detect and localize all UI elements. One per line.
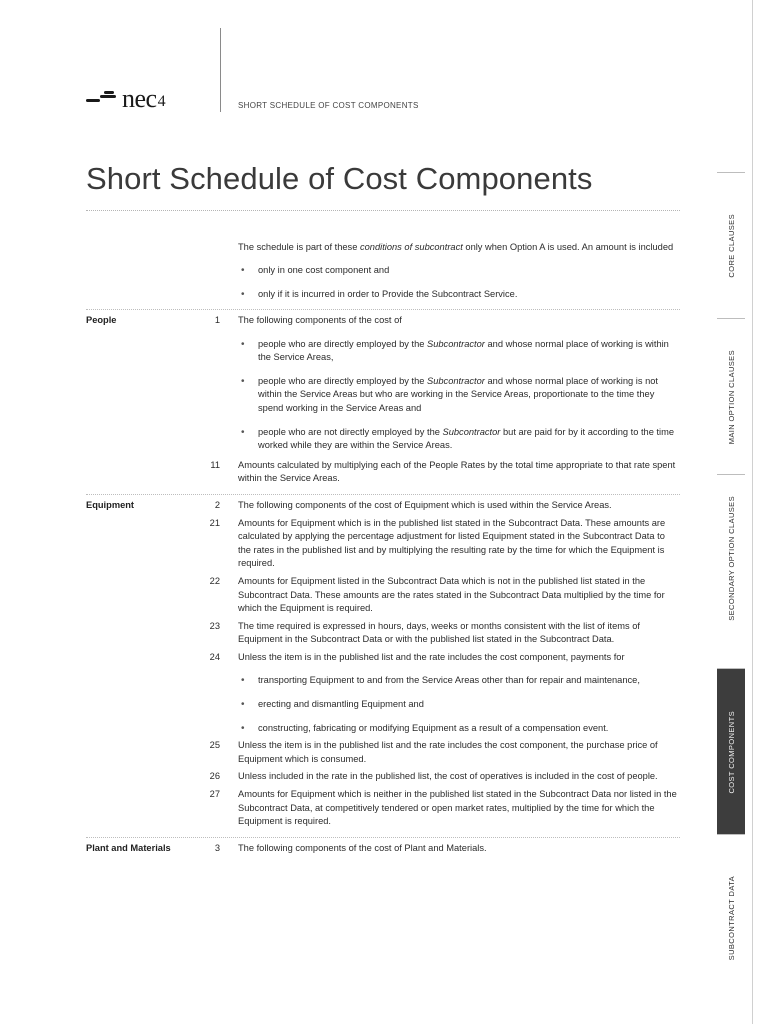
clause-number: 27 bbox=[209, 789, 220, 800]
intro-italic: conditions of subcontract bbox=[359, 242, 463, 252]
bullet-text: people who are not directly employed by the bbox=[258, 426, 443, 437]
page-edge bbox=[752, 0, 753, 1024]
clause-number: 24 bbox=[209, 651, 220, 662]
clause-number: 11 bbox=[210, 459, 220, 470]
list-item bbox=[238, 264, 680, 278]
clause-number: 2 bbox=[214, 499, 220, 510]
clause-text: Unless the item is in the published list and the rate includes the cost component, payments for bbox=[238, 651, 625, 662]
clause-26 bbox=[86, 770, 680, 784]
intro-paragraph bbox=[238, 240, 680, 254]
clause-text: Amounts calculated by multiplying each of the People Rates by the total time appropriate to that rate spent within the Service Areas. bbox=[238, 459, 676, 484]
tab-main-option-clauses[interactable] bbox=[717, 318, 745, 475]
bullet-icon: • bbox=[241, 722, 245, 734]
tab-label: MAIN OPTION CLAUSES bbox=[726, 349, 736, 445]
clause-27 bbox=[86, 788, 680, 829]
schedule-body bbox=[86, 240, 680, 855]
tab-secondary-option-clauses[interactable] bbox=[717, 474, 745, 641]
list-item bbox=[86, 338, 678, 365]
list-item bbox=[86, 698, 678, 712]
clause-number: 23 bbox=[209, 620, 220, 631]
clause-number: 3 bbox=[214, 842, 220, 853]
bullet-icon: • bbox=[241, 265, 245, 276]
clause-23 bbox=[86, 620, 680, 647]
section-plant-and-materials bbox=[86, 837, 680, 856]
intro-text: only when Option A is used. An amount is included bbox=[462, 242, 674, 252]
bullet-icon: • bbox=[241, 338, 245, 350]
bullet-text: people who are directly employed by the bbox=[258, 338, 427, 349]
bullet-icon: • bbox=[241, 675, 245, 687]
clause-text: The time required is expressed in hours, days, weeks or months consistent with the list of items of Equipment in the Subcontract Data or with the published list stated in the Subcontract Data. bbox=[238, 620, 641, 645]
list-item bbox=[86, 375, 678, 416]
bullet-text: constructing, fabricating or modifying Equipment as a result of a compensation event. bbox=[258, 722, 609, 733]
bullet-icon: • bbox=[241, 375, 245, 387]
bullet-text: only in one cost component and bbox=[258, 265, 390, 275]
clause-24 bbox=[86, 651, 680, 665]
list-item bbox=[238, 288, 680, 302]
bullet-text: people who are directly employed by the bbox=[258, 375, 427, 386]
tab-cost-components[interactable] bbox=[717, 668, 745, 835]
bullet-text: and whose normal place of working is not within the Service Areas but who are working in the Service Areas, proportionate to the time they spend working in the Service Areas and bbox=[258, 375, 659, 413]
bullet-text: erecting and dismantling Equipment and bbox=[258, 699, 424, 710]
bullet-text: transporting Equipment to and from the Service Areas other than for repair and maintenance, bbox=[258, 675, 640, 686]
logo-swoosh-icon bbox=[86, 88, 120, 110]
tab-label: COST COMPONENTS bbox=[726, 710, 736, 794]
clause-number: 26 bbox=[209, 771, 220, 782]
title-rule bbox=[86, 210, 680, 211]
bullet-italic: Subcontractor bbox=[427, 375, 485, 386]
clause-text: Unless the item is in the published list and the rate includes the cost component, the purchase price of Equipment which is consumed. bbox=[238, 740, 658, 764]
clause-number: 25 bbox=[209, 740, 220, 751]
clause-2 bbox=[86, 499, 680, 513]
bullet-icon: • bbox=[241, 699, 245, 711]
nec4-logo bbox=[86, 84, 166, 114]
clause-text: Amounts for Equipment listed in the Subcontract Data which is not in the published list stated in the Subcontract Data. These amounts are the rates stated in the Subcontract Data multiplied by the time for which the Equipment is required. bbox=[238, 575, 665, 614]
running-head: SHORT SCHEDULE OF COST COMPONENTS bbox=[238, 101, 419, 110]
intro-bullets bbox=[238, 264, 680, 301]
tab-label: SECONDARY OPTION CLAUSES bbox=[726, 495, 736, 621]
clause-21 bbox=[86, 517, 680, 571]
clause-25 bbox=[86, 739, 680, 766]
section-heading: Plant and Materials bbox=[86, 842, 171, 853]
clause-number: 22 bbox=[209, 575, 220, 586]
bullet-italic: Subcontractor bbox=[442, 426, 501, 437]
intro-text: The schedule is part of these bbox=[238, 242, 360, 252]
intro bbox=[238, 240, 680, 301]
section-heading: Equipment bbox=[86, 499, 135, 510]
section-equipment bbox=[86, 494, 680, 829]
clause-number: 1 bbox=[214, 315, 220, 325]
bullet-italic: Subcontractor bbox=[427, 338, 485, 349]
bullet-icon: • bbox=[241, 288, 245, 300]
logo-version: 4 bbox=[157, 93, 166, 110]
bullet-text: but are paid for by it according to the time worked while they are within the Service Areas. bbox=[258, 426, 675, 451]
clause-text: Unless included in the rate in the published list, the cost of operatives is included in the cost of people. bbox=[238, 771, 658, 782]
section-people bbox=[86, 309, 680, 486]
clause-text: The following components of the cost of Plant and Materials. bbox=[238, 842, 487, 853]
tab-label: CORE CLAUSES bbox=[726, 214, 736, 278]
page-title: Short Schedule of Cost Components bbox=[86, 161, 593, 196]
bullet-text: only if it is incurred in order to Provide the Subcontract Service. bbox=[258, 288, 518, 299]
list-item bbox=[86, 674, 678, 688]
clause-1 bbox=[86, 314, 680, 328]
logo-text: nec bbox=[122, 84, 157, 113]
clause-22 bbox=[86, 575, 680, 616]
tab-label: SUBCONTRACT DATA bbox=[726, 875, 736, 961]
clause-text: The following components of the cost of bbox=[238, 315, 402, 325]
tab-subcontract-data[interactable] bbox=[717, 834, 745, 1001]
clause-text: Amounts for Equipment which is neither in the published list stated in the Subcontract Data nor listed in the Subcontract Data, at competitively tendered or open market rates, multiplied by the time for which the Equipment is required. bbox=[238, 789, 677, 827]
list-item bbox=[86, 722, 678, 736]
clause-3 bbox=[86, 842, 680, 856]
bullet-text: and whose normal place of working is within the Service Areas, bbox=[258, 338, 669, 363]
clause-text: Amounts for Equipment which is in the published list stated in the Subcontract Data. These amounts are calculated by applying the percentage adjustment for listed Equipment stated in the Subcontract Data to the rates in the published list and by multiplying the resulting rate by the time for which the Equipment is required. bbox=[238, 517, 666, 569]
bullet-icon: • bbox=[241, 426, 245, 438]
list-item bbox=[86, 426, 678, 453]
clause-11 bbox=[86, 459, 680, 486]
tab-core-clauses[interactable] bbox=[717, 172, 745, 319]
header-divider bbox=[220, 28, 221, 112]
clause-number: 21 bbox=[209, 517, 220, 528]
clause-text: The following components of the cost of Equipment which is used within the Service Areas. bbox=[238, 499, 612, 510]
section-heading: People bbox=[86, 315, 117, 325]
